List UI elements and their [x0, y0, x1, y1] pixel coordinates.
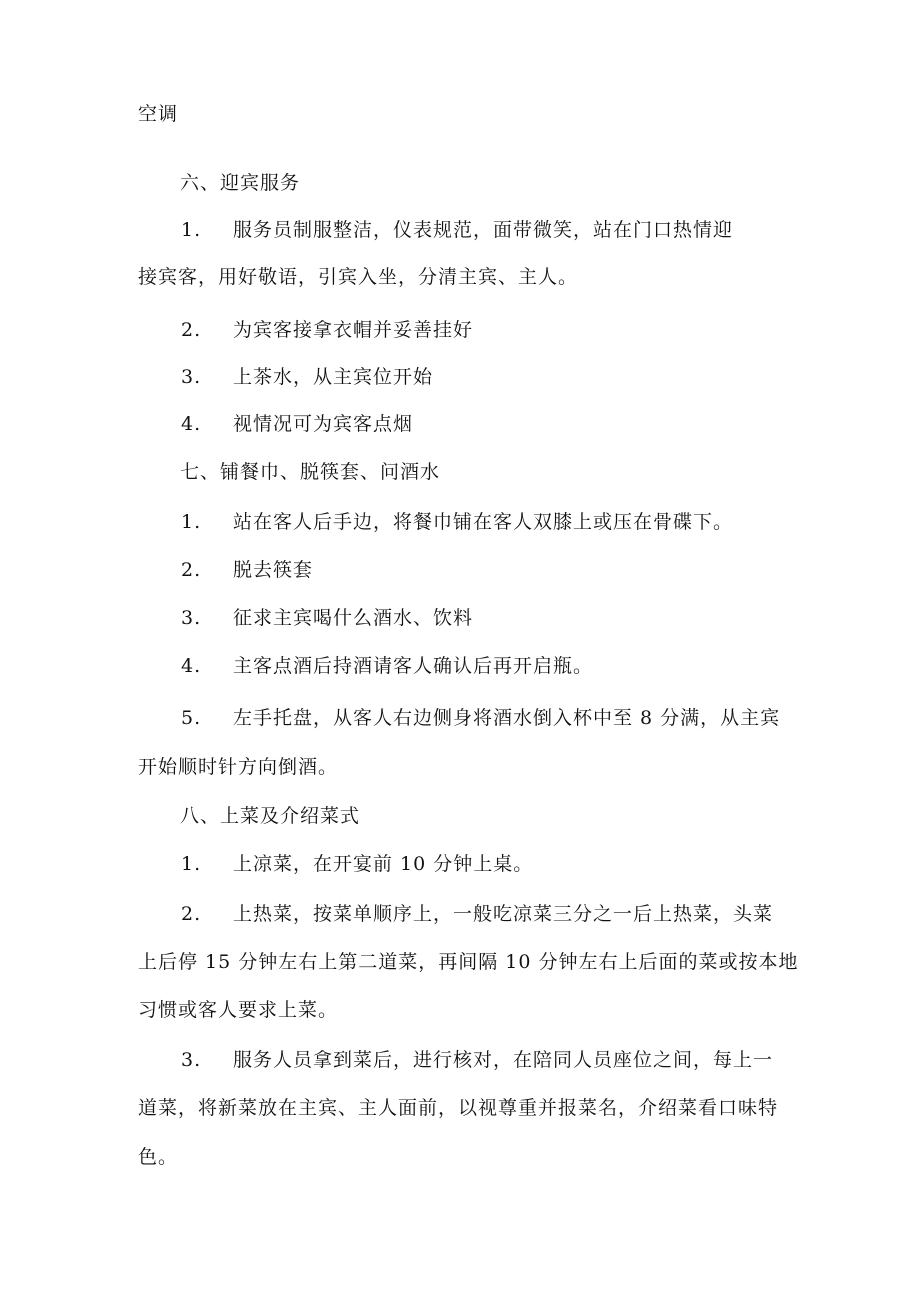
line-text: 色。	[138, 1146, 179, 1168]
item-text: 上凉菜，在开宴前 10 分钟上桌。	[233, 853, 534, 875]
item-text: 站在客人后手边，将餐巾铺在客人双膝上或压在骨碟下。	[233, 511, 734, 533]
heading-text: 七、铺餐巾、脱筷套、问酒水	[180, 461, 441, 483]
line-text: 开始顺时针方向倒酒。	[138, 756, 339, 778]
item-number: 5.	[181, 707, 202, 729]
item-number: 2.	[181, 903, 202, 925]
line-text: 空调	[138, 103, 179, 125]
item-text: 上茶水，从主宾位开始	[233, 366, 434, 388]
item-number: 2.	[181, 559, 202, 581]
item-number: 3.	[181, 607, 202, 629]
item-text: 上热菜，按菜单顺序上，一般吃凉菜三分之一后上热菜，头菜	[233, 903, 774, 925]
line-text: 上后停 15 分钟左右上第二道菜，再间隔 10 分钟左右上后面的菜或按本地	[138, 951, 799, 973]
item-number: 3.	[181, 366, 202, 388]
item-text: 征求主宾喝什么酒水、饮料	[233, 607, 474, 629]
heading-text: 八、上菜及介绍菜式	[180, 805, 361, 827]
item-number: 3.	[181, 1049, 202, 1071]
item-number: 1.	[181, 219, 202, 241]
item-text: 视情况可为宾客点烟	[233, 413, 414, 435]
item-number: 4.	[181, 655, 202, 677]
line-text: 接宾客，用好敬语，引宾入坐，分清主宾、主人。	[138, 266, 579, 288]
item-text: 脱去筷套	[233, 559, 314, 581]
item-number: 2.	[181, 319, 202, 341]
item-number: 1.	[181, 853, 202, 875]
heading-text: 六、迎宾服务	[180, 172, 301, 194]
item-text: 主客点酒后持酒请客人确认后再开启瓶。	[233, 655, 594, 677]
item-number: 4.	[181, 413, 202, 435]
item-text: 服务人员拿到菜后，进行核对，在陪同人员座位之间，每上一	[233, 1049, 774, 1071]
line-text: 习惯或客人要求上菜。	[138, 999, 339, 1021]
item-text: 左手托盘，从客人右边侧身将酒水倒入杯中至 8 分满，从主宾	[233, 707, 781, 729]
item-text: 为宾客接拿衣帽并妥善挂好	[233, 319, 474, 341]
line-text: 道菜，将新菜放在主宾、主人面前，以视尊重并报菜名，介绍菜看口味特	[138, 1097, 779, 1119]
item-number: 1.	[181, 511, 202, 533]
item-text: 服务员制服整洁，仪表规范，面带微笑，站在门口热情迎	[233, 219, 734, 241]
